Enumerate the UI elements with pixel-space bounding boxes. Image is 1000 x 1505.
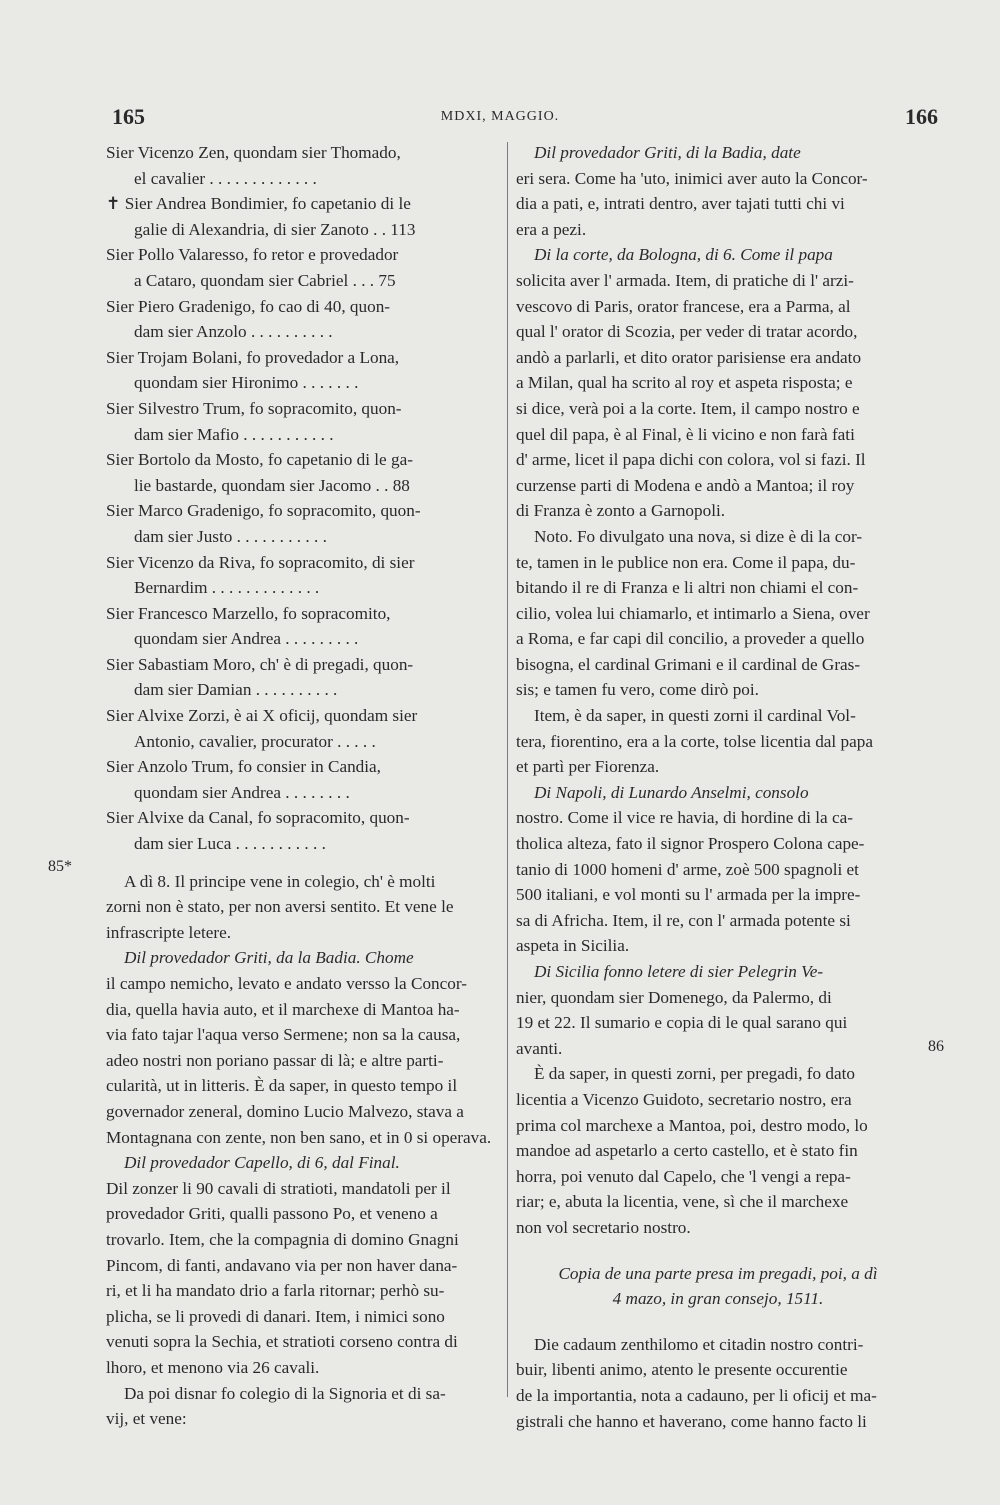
text-line: quondam sier Andrea . . . . . . . . . [134, 629, 359, 649]
text-line: Noto. Fo divulgato una nova, si dize è di la cor- [534, 526, 863, 546]
text-line: Die cadaum zenthilomo et citadin nostro contri- [534, 1334, 864, 1354]
text-line: Sier Alvixe da Canal, fo sopracomito, quon- [106, 808, 410, 828]
margin-note-right: 86 [928, 1038, 944, 1055]
text-line: bisogna, el cardinal Grimani e il cardinal de Gras- [516, 654, 861, 674]
text-line: de la importantia, nota a cadauno, per li oficij et ma- [516, 1385, 877, 1405]
spacer [516, 1312, 920, 1332]
text-line: tera, fiorentino, era a la corte, tolse licentia dal papa [516, 731, 873, 751]
text-line: bitando il re di Franza e li altri non chiami el con- [516, 578, 859, 598]
text-line: Di la corte, da Bologna, di 6. Come il papa [534, 245, 833, 265]
text-line: governador zeneral, domino Lucio Malvezo, stava a [106, 1101, 464, 1121]
text-line: el cavalier . . . . . . . . . . . . . [134, 168, 317, 188]
text-line: ✝ Sier Andrea Bondimier, fo capetanio di le [106, 194, 411, 214]
text-line: Bernardim . . . . . . . . . . . . . [134, 578, 320, 598]
margin-note-left: 85* [48, 858, 72, 875]
text-line: te, tamen in le publice non era. Come il papa, du- [516, 552, 856, 572]
text-line: Dil zonzer li 90 cavali di stratioti, mandatoli per il [106, 1178, 451, 1198]
text-line: Sier Trojam Bolani, fo provedador a Lona, [106, 347, 400, 367]
page-number-left: 165 [112, 104, 145, 129]
text-line: via fato tajar l'aqua verso Sermene; non sa la causa, [106, 1025, 461, 1045]
text-line: A dì 8. Il principe vene in colegio, ch' è molti [124, 871, 436, 891]
text-line: galie di Alexandria, di sier Zanoto . . 113 [134, 219, 416, 239]
text-line: quondam sier Andrea . . . . . . . . [134, 782, 350, 802]
text-line: prima col marchexe a Mantoa, poi, destro modo, lo [516, 1115, 868, 1135]
text-line: infrascripte letere. [106, 922, 232, 942]
spacer [106, 857, 492, 869]
text-line: lhoro, et menono via 26 cavali. [106, 1357, 320, 1377]
text-line: 500 italiani, e vol monti su l' armada per la impre- [516, 885, 861, 905]
left-column [106, 140, 492, 1432]
text-line: sa di Africha. Item, il re, con l' armada potente si [516, 910, 851, 930]
text-line: Sier Sabastiam Moro, ch' è di pregadi, quon- [106, 654, 414, 674]
text-line: dia a pati, e, intrati dentro, aver tajati tutti chi vi [516, 194, 845, 214]
text-line: 19 et 22. Il sumario e copia di le qual sarano qui [516, 1013, 848, 1033]
text-line: si dice, verà poi a la corte. Item, il campo nostro e [516, 398, 860, 418]
text-line: d' arme, licet il papa dichi con colora, vol si fazi. Il [516, 450, 866, 470]
text-line: provedador Griti, qualli passono Po, et veneno a [106, 1204, 438, 1224]
text-line: tanio di 1000 homeni d' arme, zoè 500 spagnoli et [516, 859, 859, 879]
text-line: Sier Vicenzo Zen, quondam sier Thomado, [106, 143, 401, 162]
text-line: Di Sicilia fonno letere di sier Pelegrin Ve- [534, 962, 824, 981]
text-line: È da saper, in questi zorni, per pregadi, fo dato [534, 1064, 855, 1084]
text-line: Sier Pollo Valaresso, fo retor e provedador [106, 245, 399, 265]
text-line: era a pezi. [516, 219, 587, 239]
text-line: avanti. [516, 1038, 563, 1058]
text-line: Sier Francesco Marzello, fo sopracomito, [106, 603, 391, 623]
text-line: quel dil papa, è al Final, è li vicino e non farà fati [516, 424, 855, 444]
text-line: Pincom, di fanti, andavano via per non haver dana- [106, 1255, 458, 1275]
text-line: curzense parti di Modena e andò a Mantoa; il roy [516, 475, 855, 495]
text-line: nier, quondam sier Domenego, da Palermo, di [516, 987, 832, 1007]
text-line: Sier Piero Gradenigo, fo cao di 40, quon- [106, 296, 391, 316]
section-heading: Copia de una parte presa im pregadi, poi, a dì [558, 1263, 878, 1283]
text-line: non vol secretario nostro. [516, 1217, 691, 1237]
text-line: mandoe ad aspetarlo a certo castello, et è stato fin [516, 1141, 858, 1161]
running-title: MDXI, MAGGIO. [440, 109, 560, 124]
text-line: Sier Vicenzo da Riva, fo sopracomito, di sier [106, 552, 415, 572]
text-line: trovarlo. Item, che la compagnia di domino Gnagni [106, 1229, 459, 1249]
text-line: Da poi disnar fo colegio di la Signoria et di sa- [124, 1383, 446, 1403]
text-line: solicita aver l' armada. Item, di pratiche di l' arzi- [516, 270, 854, 290]
text-line: dam sier Mafio . . . . . . . . . . . [134, 424, 334, 444]
text-line: Antonio, cavalier, procurator . . . . . [134, 731, 376, 751]
text-line: adeo nostri non poriano passar di là; e altre parti- [106, 1050, 444, 1070]
text-line: Sier Anzolo Trum, fo consier in Candia, [106, 757, 381, 777]
text-line: sis; e tamen fu vero, come dirò poi. [516, 680, 759, 700]
text-line: eri sera. Come ha 'uto, inimici aver auto la Concor- [516, 168, 868, 188]
text-line: dam sier Luca . . . . . . . . . . . [134, 834, 326, 854]
text-line: zorni non è stato, per non aversi sentito. Et vene le [106, 897, 454, 917]
page-number-right: 166 [905, 104, 938, 129]
text-line: Di Napoli, di Lunardo Anselmi, consolo [534, 782, 809, 802]
text-line: cularità, ut in litteris. È da saper, in questo tempo il [106, 1076, 458, 1096]
running-header [0, 104, 1000, 134]
text-line: cilio, volea lui chiamarlo, et intimarlo a Siena, over [516, 603, 870, 623]
text-line: buir, libenti animo, atento le presente occurentie [516, 1360, 848, 1380]
text-line: Sier Silvestro Trum, fo sopracomito, quon- [106, 398, 402, 418]
text-line: il campo nemicho, levato e andato versso la Concor- [106, 974, 467, 993]
text-line: Dil provedador Griti, da la Badia. Chome [124, 948, 414, 968]
text-line: licentia a Vicenzo Guidoto, secretario nostro, era [516, 1089, 852, 1109]
text-line: vescovo di Paris, orator francese, era a Parma, al [516, 296, 851, 316]
text-line: horra, poi venuto dal Capelo, che 'l vengi a repa- [516, 1166, 851, 1186]
right-column [516, 140, 920, 1434]
text-line: Dil provedador Griti, di la Badia, date [534, 143, 801, 162]
text-line: vij, et vene: [106, 1409, 187, 1429]
text-line: riar; e, abuta la licentia, vene, sì che il marchexe [516, 1192, 849, 1212]
text-line: di Franza è zonto a Garnopoli. [516, 501, 726, 521]
text-line: plicha, se li provedi di danari. Item, i nimici sono [106, 1306, 445, 1326]
text-line: Montagnana con zente, non ben sano, et in 0 si operava. [106, 1127, 492, 1147]
text-line: lie bastarde, quondam sier Jacomo . . 88 [134, 475, 410, 495]
text-line: a Roma, e far capi dil concilio, a proveder a quello [516, 629, 865, 649]
text-line: nostro. Come il vice re havia, di hordine di la ca- [516, 808, 853, 828]
section-heading: 4 mazo, in gran consejo, 1511. [612, 1289, 824, 1309]
text-line: venuti sopra la Sechia, et stratioti corseno contra di [106, 1332, 458, 1352]
text-line: et partì per Fiorenza. [516, 757, 660, 777]
text-line: dam sier Justo . . . . . . . . . . . [134, 526, 327, 546]
text-line: dam sier Damian . . . . . . . . . . [134, 680, 338, 700]
text-line: Dil provedador Capello, di 6, dal Final. [124, 1153, 400, 1173]
text-line: a Cataro, quondam sier Cabriel . . . 75 [134, 270, 396, 290]
text-line: ri, et li ha mandato drio a farla ritornar; perhò su- [106, 1281, 445, 1301]
text-line: qual l' orator di Scozia, per veder di tratar acordo, [516, 322, 858, 342]
text-line: Item, è da saper, in questi zorni il cardinal Vol- [534, 706, 856, 726]
text-line: gistrali che hanno et haverano, come hanno facto li [516, 1411, 867, 1431]
spacer [516, 1241, 920, 1261]
text-line: Sier Alvixe Zorzi, è ai X oficij, quondam sier [106, 706, 418, 726]
text-line: aspeta in Sicilia. [516, 936, 630, 956]
text-line: quondam sier Hironimo . . . . . . . [134, 373, 359, 393]
text-line: Sier Marco Gradenigo, fo sopracomito, quon- [106, 501, 421, 521]
text-line: dam sier Anzolo . . . . . . . . . . [134, 322, 333, 342]
text-line: a Milan, qual ha scrito al roy et aspeta risposta; e [516, 373, 853, 393]
text-line: andò a parlarli, et dito orator parisiense era andato [516, 347, 862, 367]
text-line: dia, quella havia auto, et il marchexe di Mantoa ha- [106, 999, 460, 1019]
column-divider [507, 142, 508, 1397]
text-line: tholica alteza, fato il signor Prospero Colona cape- [516, 834, 865, 854]
text-line: Sier Bortolo da Mosto, fo capetanio di le ga- [106, 450, 413, 470]
